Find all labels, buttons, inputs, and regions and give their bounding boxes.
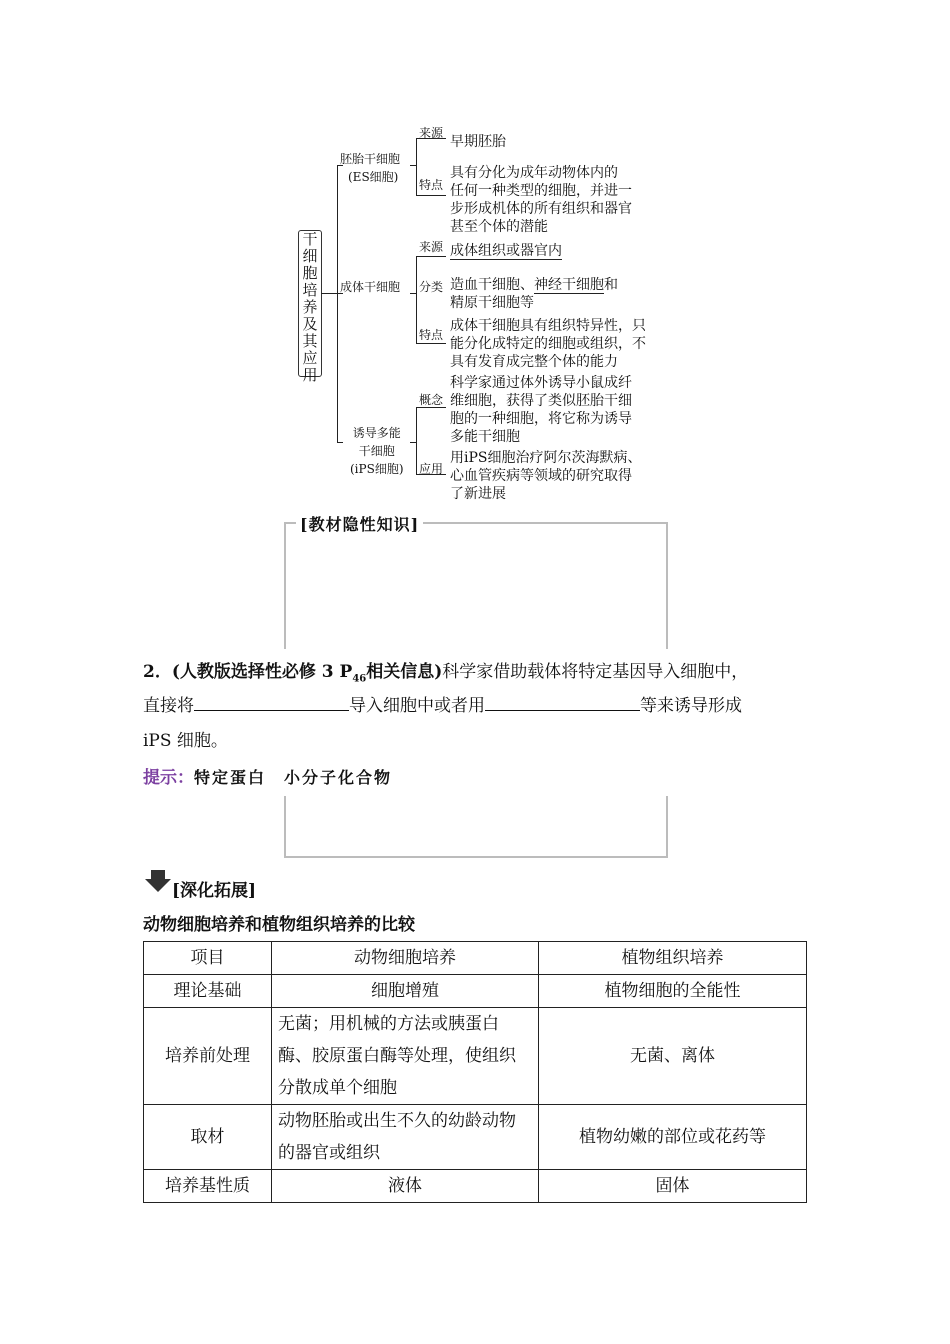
answer-blank-2 bbox=[485, 694, 640, 711]
mindmap-connector bbox=[337, 165, 338, 443]
mindmap-connector bbox=[321, 293, 337, 294]
adult-source-text: 成体组织或器官内 bbox=[450, 243, 562, 259]
table-cell: 无菌、离体 bbox=[539, 1008, 807, 1105]
ips-apply-text: 用iPS细胞治疗阿尔茨海默病、 心血管疾病等领域的研究取得 了新进展 bbox=[450, 450, 642, 502]
table-cell: 液体 bbox=[272, 1170, 539, 1203]
table-cell: 取材 bbox=[144, 1105, 272, 1170]
table-cell: 固体 bbox=[539, 1170, 807, 1203]
hidden-knowledge-title: [教材隐性知识] bbox=[296, 512, 423, 535]
hint-label: 提示： bbox=[143, 768, 194, 788]
table-row bbox=[144, 975, 807, 1008]
table-row bbox=[144, 1105, 807, 1170]
table-cell: 细胞增殖 bbox=[272, 975, 539, 1008]
extend-title: [深化拓展] bbox=[172, 881, 257, 901]
table-cell: 培养基性质 bbox=[144, 1170, 272, 1203]
adult-feature-label: 特点 bbox=[419, 328, 444, 342]
es-feature-label: 特点 bbox=[419, 178, 444, 192]
table-row bbox=[144, 1008, 807, 1105]
mindmap-connector bbox=[416, 256, 446, 257]
hint bbox=[143, 763, 392, 788]
hidden-knowledge-box-bottom bbox=[284, 796, 668, 858]
table-header-cell: 项目 bbox=[144, 942, 272, 975]
ips-cell-name: 诱导多能 干细胞 (iPS细胞) bbox=[350, 426, 404, 476]
es-source-text: 早期胚胎 bbox=[450, 134, 506, 150]
table-cell: 动物胚胎或出生不久的幼龄动物的器官或组织 bbox=[272, 1105, 539, 1170]
question-line-3: iPS 细胞。 bbox=[143, 731, 228, 751]
table-cell: 植物细胞的全能性 bbox=[539, 975, 807, 1008]
hidden-knowledge-box-top bbox=[284, 522, 668, 649]
mindmap-connector bbox=[416, 195, 446, 196]
adult-class-text: 造血干细胞、神经干细胞和 精原干细胞等 bbox=[450, 277, 618, 311]
table-cell: 无菌；用机械的方法或胰蛋白酶、胶原蛋白酶等处理，使组织分散成单个细胞 bbox=[272, 1008, 539, 1105]
table-cell: 理论基础 bbox=[144, 975, 272, 1008]
question-line-2: 直接将 导入细胞中或者用 等来诱导形成 bbox=[143, 696, 742, 716]
question-line-1: 2．(人教版选择性必修 3 $P_{46}$相关信息)科学家借助载体将特定基因导入细胞中， bbox=[143, 662, 749, 685]
es-feature-text: 具有分化为成年动物体内的 任何一种类型的细胞，并进一 步形成机体的所有组织和器官 甚至个体的潜能 bbox=[450, 165, 632, 235]
mindmap-connector bbox=[337, 442, 343, 443]
mindmap-connector bbox=[416, 138, 417, 196]
answer-blank-1 bbox=[194, 694, 349, 711]
comparison-table bbox=[143, 941, 807, 1203]
ips-concept-text: 科学家通过体外诱导小鼠成纤 维细胞，获得了类似胚胎干细 胞的一种细胞，将它称为诱导 多能干细胞 bbox=[450, 375, 632, 445]
ips-apply-label: 应用 bbox=[419, 462, 444, 476]
mindmap-connector bbox=[416, 256, 417, 344]
table-cell: 植物幼嫩的部位或花药等 bbox=[539, 1105, 807, 1170]
hint-answer: 特定蛋白 小分子化合物 bbox=[194, 768, 393, 787]
extend-subtitle: 动物细胞培养和植物组织培养的比较 bbox=[143, 915, 415, 935]
table-header-cell: 动物细胞培养 bbox=[272, 942, 539, 975]
table-header-row bbox=[144, 942, 807, 975]
table-header-cell: 植物组织培养 bbox=[539, 942, 807, 975]
arrow-down-icon bbox=[145, 870, 171, 896]
adult-source-label: 来源 bbox=[419, 240, 444, 254]
es-cell-name: 胚胎干细胞 (ES细胞) bbox=[340, 152, 401, 184]
table-row bbox=[144, 1170, 807, 1203]
adult-class-label: 分类 bbox=[419, 280, 444, 294]
mindmap-connector bbox=[416, 407, 417, 475]
adult-cell-name: 成体干细胞 bbox=[340, 280, 401, 294]
table-cell: 培养前处理 bbox=[144, 1008, 272, 1105]
mindmap-title: 干 细 胞 培 养 及 其 应 用 bbox=[298, 230, 322, 377]
adult-feature-text: 成体干细胞具有组织特异性，只 能分化成特定的细胞或组织，不 具有发育成完整个体的能力 bbox=[450, 318, 646, 370]
ips-concept-label: 概念 bbox=[419, 393, 444, 407]
es-source-label: 来源 bbox=[419, 126, 444, 140]
